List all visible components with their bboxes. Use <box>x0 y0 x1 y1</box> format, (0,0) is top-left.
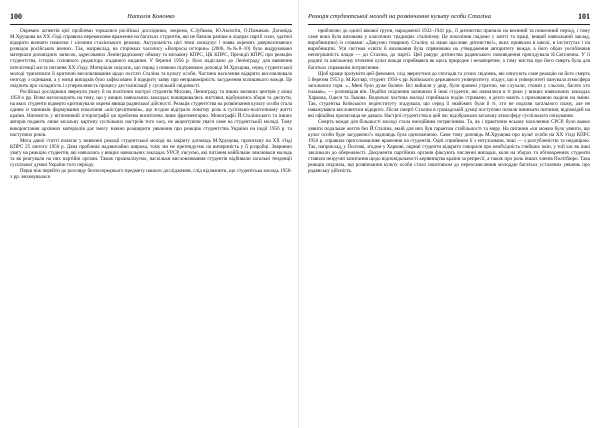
paragraph: Щоб краще зрозуміти цей феномен, слід звернутися до спогадів та усних свідчень, які описують саме реакцію на його смерть 5 березня 1953 р. М.Котляр, студент 1950-х рр. Київського державного університету, згадує, що в університеті панувала атмосфера загального горя. «...Мені було дуже боляче. Всі вийшли у двір, були зранені утратою, ми слухали, стояли у сльозах, багато хто плакав», — розповідав він. Подібні свідчення залишили й інші студенти, які навчалися в ті роки у вищих навчальних закладах Харкова, Одеси та Львова. Водночас частина молоді сприймала подію стримано, а дехто навіть з прихованою надією на зміни. Так, студентка Київського педінституту згадувала, що серед її знайомих були й ті, хто не поділяв загального плачу, але не наважувався висловитися відкрито. Після смерті Сталіна в громадській думці поступово почали виникати питання, відповідей на які офіційна пропаганда не давала. Настрої студентства в цей час відображали загальну атмосферу суспільного очікування. <box>308 70 590 120</box>
left-page-number: 100 <box>10 12 22 21</box>
right-page-header <box>308 10 590 25</box>
right-page-number: 101 <box>578 12 590 21</box>
paragraph: Мета даної статті полягає у вивченні реакції студентської молоді на закриту доповідь М.Хрущова, прочитану на XX з'їзді КПРС 25 лютого 1956 р. Дана проблема надзвичайно широка, тому ми не претендуємо на вичерпність у її розробці. Звернемо увагу на реакцію студентів, які навчались у вищих навчальних закладах УРСР, з'ясуємо, які питання найбільше хвилювали молодь та як реагували на них партійні органи. Також проаналізуємо, наскільки висловлювання студентів відбивали загальні тенденції суспільної думки України того періоду. <box>10 137 292 169</box>
left-page <box>6 0 296 428</box>
left-page-header <box>10 10 292 25</box>
paragraph: Перш ніж перейти до розгляду безпосереднього предмету нашого дослідження, слід відзначити, що студентська молодь 1950-х рр. виховувалася <box>10 168 292 181</box>
left-running-head: Наталія Кононко <box>127 13 175 20</box>
right-page-body <box>308 28 590 174</box>
left-page-body <box>10 28 292 180</box>
page-gutter <box>298 0 299 428</box>
paragraph: Окремих аспектів цієї проблеми торкалися російські дослідники, зокрема, Є.Зубкова, Ю.Аксютін, О.Пижиков. Доповідь М.Хрущова на XX з'їзді справила переконливе враження на багатьох студентів, які не бачили раніше в лідерах партії сили, здатної відкрито визнати помилки і злочини сталінського режиму. Актуальність цієї теми засвідчує і поява окремих джерелознавчих розвідок російських вчених. Так, наприклад, на сторінках часопису «Вопросы истории» (2006, №№8–10) було видруковано матеріали доповідних записок, адресованих Ленінградському обкому та міському КПРС, ЦК КПРС, Президії КПРС про реакцію студентства, історія, головного редактора згаданого видання. У березні 1956 р. було надіслано до Ленінграду для вивчення інтелігенції міста питання ХХ з'їзду. Матеріали свідчать, що поряд з повною підтримкою доповіді М.Хрущова, серед студентської молоді траплялися й критичні висловлювання щодо постаті Сталіна та культу особи. Частина населення відкрито висловлювала незгоду з оцінками, а у низці випадків було зафіксовано й відкриту заяву про неправомірність засудження колишнього вождя. Це свідчить про складність і суперечливість процесу десталінізації у суспільній свідомості. <box>10 28 292 89</box>
paragraph: приблизно до однієї вікової групи, народженої 1932–1941 рр., її дитинство припало на воєнний та повоєнний період, і тому саме вона була вихована у класичних традиціях сталінізму. Це покоління свідомо у житті та праці, вищий навчальний заклад, виробництво) із словами: «Дякуємо товаришу Сталіну за наше щасливе дитинство!», яких привчали в школі, в інститутах і на виробництві. Уся система освіти й виховання була спрямована на утвердження авторитету вождя, а його образ уособлював непогрішність влади — до Сталіна, до партії. Цей ракурс дитинства радянського повсякдення пригадувала Н.Світлична. У її родині та шкільному оточенні культ вождя сприймався як щось природне і незаперечне, а тому звістка про його смерть була для багатьох справжнім потрясінням. <box>308 28 590 71</box>
paragraph: Смерть вождя для більшості молоді стала емоційним потрясінням. Та, як і практично всьому населенню СРСР, було важко уявити подальше життя без Й.Сталіна, який для них був гарантом стабільності та миру. На питання «чи можна було уявити, що культ особи буде засуджено?» відповідь була однозначною. Саме тому доповідь М.Хрущова про культ особи на XX з'їзді КПРС 1956 р. справила приголомшливе враження на студентів. Одні сприйняли її з ентузіазмом, інші — з розгубленістю та недовірою. Так, наприклад, у Полтаві, згодом у Харкові, окремі студенти відкрито говорили про необхідність глибших змін, у той час як інші закликали до обережності. Документи партійних органів фіксують численні випадки, коли на зборах та обговореннях студенти ставили незручні запитання щодо відповідальності керівництва країни за репресії, а також про роль інших членів Політбюро. Така реакція свідчила, що розвінчання культу особи стало поштовхом до переосмислення молоддю багатьох усталених уявлень про радянську дійсність. <box>308 119 590 175</box>
right-running-head: Реакція студентської молоді на розвінчання культу особи Сталіна <box>308 13 491 20</box>
paragraph: Російські дослідники звернули увагу й на політичні настрої студентів Москви, Ленінграду та інших великих центрів у кінці 1950-х рр. Вони наголошують на тому, що у вищих навчальних закладах поширювались листівки, відбувались збори та диспути, на яких студенти відверто критикували окремі явища радянської дійсності. Реакція студентства на розвінчання культу особи стала одним із чинників формування покоління «шістдесятників», що згодом відіграло помітну роль в суспільно-політичному житті країни. Натомість у вітчизняній історіографії ця проблема висвітлена лише фрагментарно. Монографії Й.Сталінського та інших авторів подають лише загальну картину суспільних настроїв того часу, не акцентуючи уваги саме на студентській молоді. Тому використання архівних матеріалів дає змогу значно розширити уявлення про реакцію студентства України на події 1956 р. та наступних років. <box>10 88 292 138</box>
right-page <box>304 0 594 428</box>
